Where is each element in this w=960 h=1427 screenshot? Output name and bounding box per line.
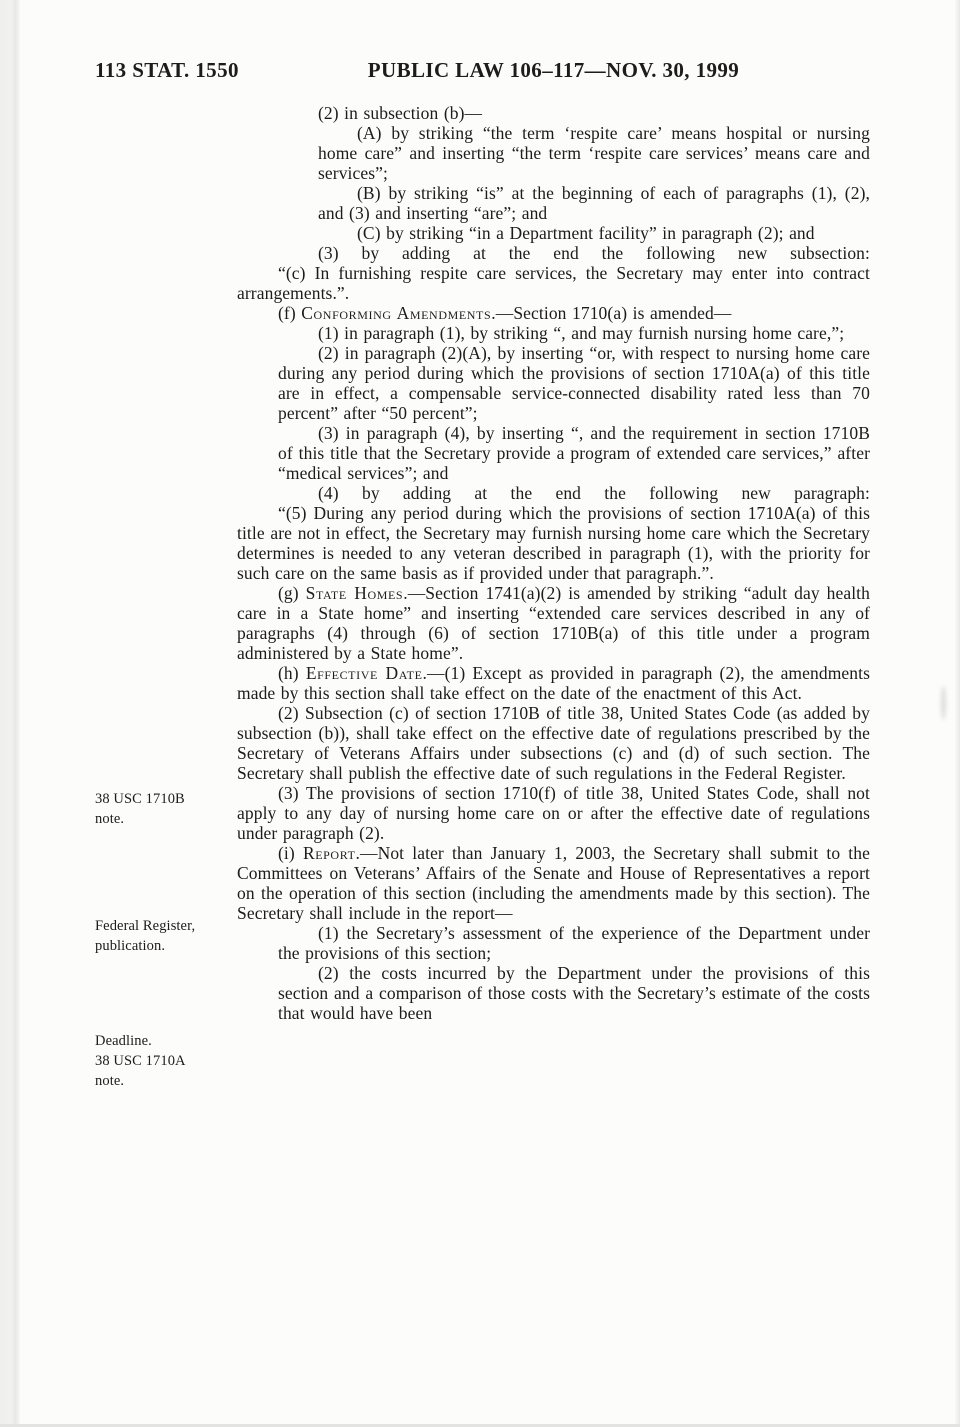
small-caps-heading: Effective Date (305, 663, 423, 683)
scan-smudge (941, 686, 946, 720)
paragraph-text: (4) by adding at the end the following new paragraph: (318, 483, 870, 503)
paragraph-text: (h) (278, 663, 306, 683)
small-caps-heading: State Homes (305, 583, 404, 603)
paragraph-text: (g) (278, 583, 306, 603)
paragraph-text: (2) in subsection (b)— (318, 103, 483, 123)
paragraph-text: (3) The provisions of section 1710(f) of title 38, United States Code, shall not apply to any day of nursing home care on or after the effective date of regulations under paragraph (2). (237, 783, 870, 843)
scan-edge-left (0, 0, 20, 1427)
statute-paragraph (237, 583, 870, 663)
statute-paragraph (278, 963, 870, 1023)
statute-paragraph (318, 123, 870, 183)
margin-note-line: note. (95, 1073, 125, 1089)
paragraph-text: “(c) In furnishing respite care services, the Secretary may enter into contract arrangements.”. (237, 263, 870, 303)
statute-paragraph (237, 663, 870, 703)
paragraph-text: .—Not later than January 1, 2003, the Secretary shall submit to the Committees on Veterans’ Affairs of the Senate and House of Representatives a report on the operation of this section (including the amendments made by this section). The Secretary shall include in the report— (237, 843, 870, 923)
paragraph-text: (2) in paragraph (2)(A), by inserting “or, with respect to nursing home care during any period during which the provisions of section 1710A(a) of this title are in effect, a compensable service-connected disability rated less than 70 percent” after “50 percent”; (278, 343, 870, 423)
paragraph-text: .—Section 1741(a)(2) is amended by striking “adult day health care in a State home” and inserting “extended care services described in any of paragraphs (4) through (6) of section 1710B(a) of this title under a program administered by a State home”. (237, 583, 870, 663)
statute-paragraph (278, 103, 870, 123)
statute-paragraph (278, 423, 870, 483)
statute-paragraph (278, 923, 870, 963)
scan-edge-right (955, 0, 960, 1427)
small-caps-heading: Report (302, 843, 356, 863)
statute-paragraph (318, 183, 870, 223)
paragraph-text: (2) Subsection (c) of section 1710B of title 38, United States Code (as added by subsection (b)), shall take effect on the effective date of regulations prescribed by the Secretary of Veterans Affairs under subsections (c) and (d) of such section. The Secretary shall publish the effective date of such regulations in the Federal Register. (237, 703, 870, 783)
paragraph-text: “(5) During any period during which the provisions of section 1710A(a) of this title are not in effect, the Secretary may furnish nursing home care which the Secretary determines is needed to any veteran described in paragraph (1), with the priority for such care on the same basis as if provided under that paragraph.”. (237, 503, 870, 583)
paragraph-text: (1) in paragraph (1), by striking “, and may furnish nursing home care,”; (318, 323, 845, 343)
margin-note-deadline (95, 1031, 227, 1091)
paragraph-text: (2) the costs incurred by the Department under the provisions of this section and a comparison of those costs with the Secretary’s estimate of the costs that would have been (278, 963, 870, 1023)
statute-paragraph (237, 263, 870, 303)
running-head (0, 58, 960, 86)
paragraph-text: (B) by striking “is” at the beginning of each of paragraphs (1), (2), and (3) and inserting “are”; and (318, 183, 870, 223)
margin-note-line: 38 USC 1710A (95, 1053, 186, 1069)
paragraph-text: (1) the Secretary’s assessment of the experience of the Department under the provisions of this section; (278, 923, 870, 963)
statute-paragraph (278, 243, 870, 263)
statute-paragraph (318, 223, 870, 243)
statute-paragraph (278, 343, 870, 423)
page-stat-number: 113 STAT. 1550 (95, 58, 239, 82)
margin-note-line: 38 USC 1710B (95, 791, 185, 807)
paragraph-text: (f) (278, 303, 302, 323)
paragraph-text: .—Section 1710(a) is amended— (491, 303, 732, 323)
margin-note-line: Deadline. (95, 1033, 152, 1049)
margin-note-line: Federal Register, (95, 918, 196, 934)
paragraph-text: (A) by striking “the term ‘respite care’ means hospital or nursing home care” and inserting “the term ‘respite care services’ means care and services”; (318, 123, 870, 183)
running-head-title: PUBLIC LAW 106–117—NOV. 30, 1999 (367, 58, 740, 82)
statute-body (237, 103, 870, 1023)
statute-paragraph (237, 843, 870, 923)
statute-paragraph (237, 783, 870, 843)
paragraph-text: (3) in paragraph (4), by inserting “, and the requirement in section 1710B of this title that the Secretary provide a program of extended care services,” after “medical services”; and (278, 423, 870, 483)
statute-paragraph (237, 703, 870, 783)
margin-note-line: note. (95, 811, 125, 827)
paragraph-text: .—(1) Except as provided in paragraph (2), the amendments made by this section shall take effect on the date of the enactment of this Act. (237, 663, 871, 703)
small-caps-heading: Conforming Amendments (301, 303, 492, 323)
statute-paragraph (237, 303, 870, 323)
statute-paragraph (278, 323, 870, 343)
margin-note-line: publication. (95, 938, 166, 954)
statute-paragraph (278, 483, 870, 503)
statute-paragraph (237, 503, 870, 583)
margin-note-usc-1710b (95, 789, 227, 829)
margin-note-federal-register (95, 916, 227, 956)
paragraph-text: (i) (278, 843, 303, 863)
paragraph-text: (C) by striking “in a Department facility” in paragraph (2); and (357, 223, 815, 243)
paragraph-text: (3) by adding at the end the following new subsection: (318, 243, 870, 263)
